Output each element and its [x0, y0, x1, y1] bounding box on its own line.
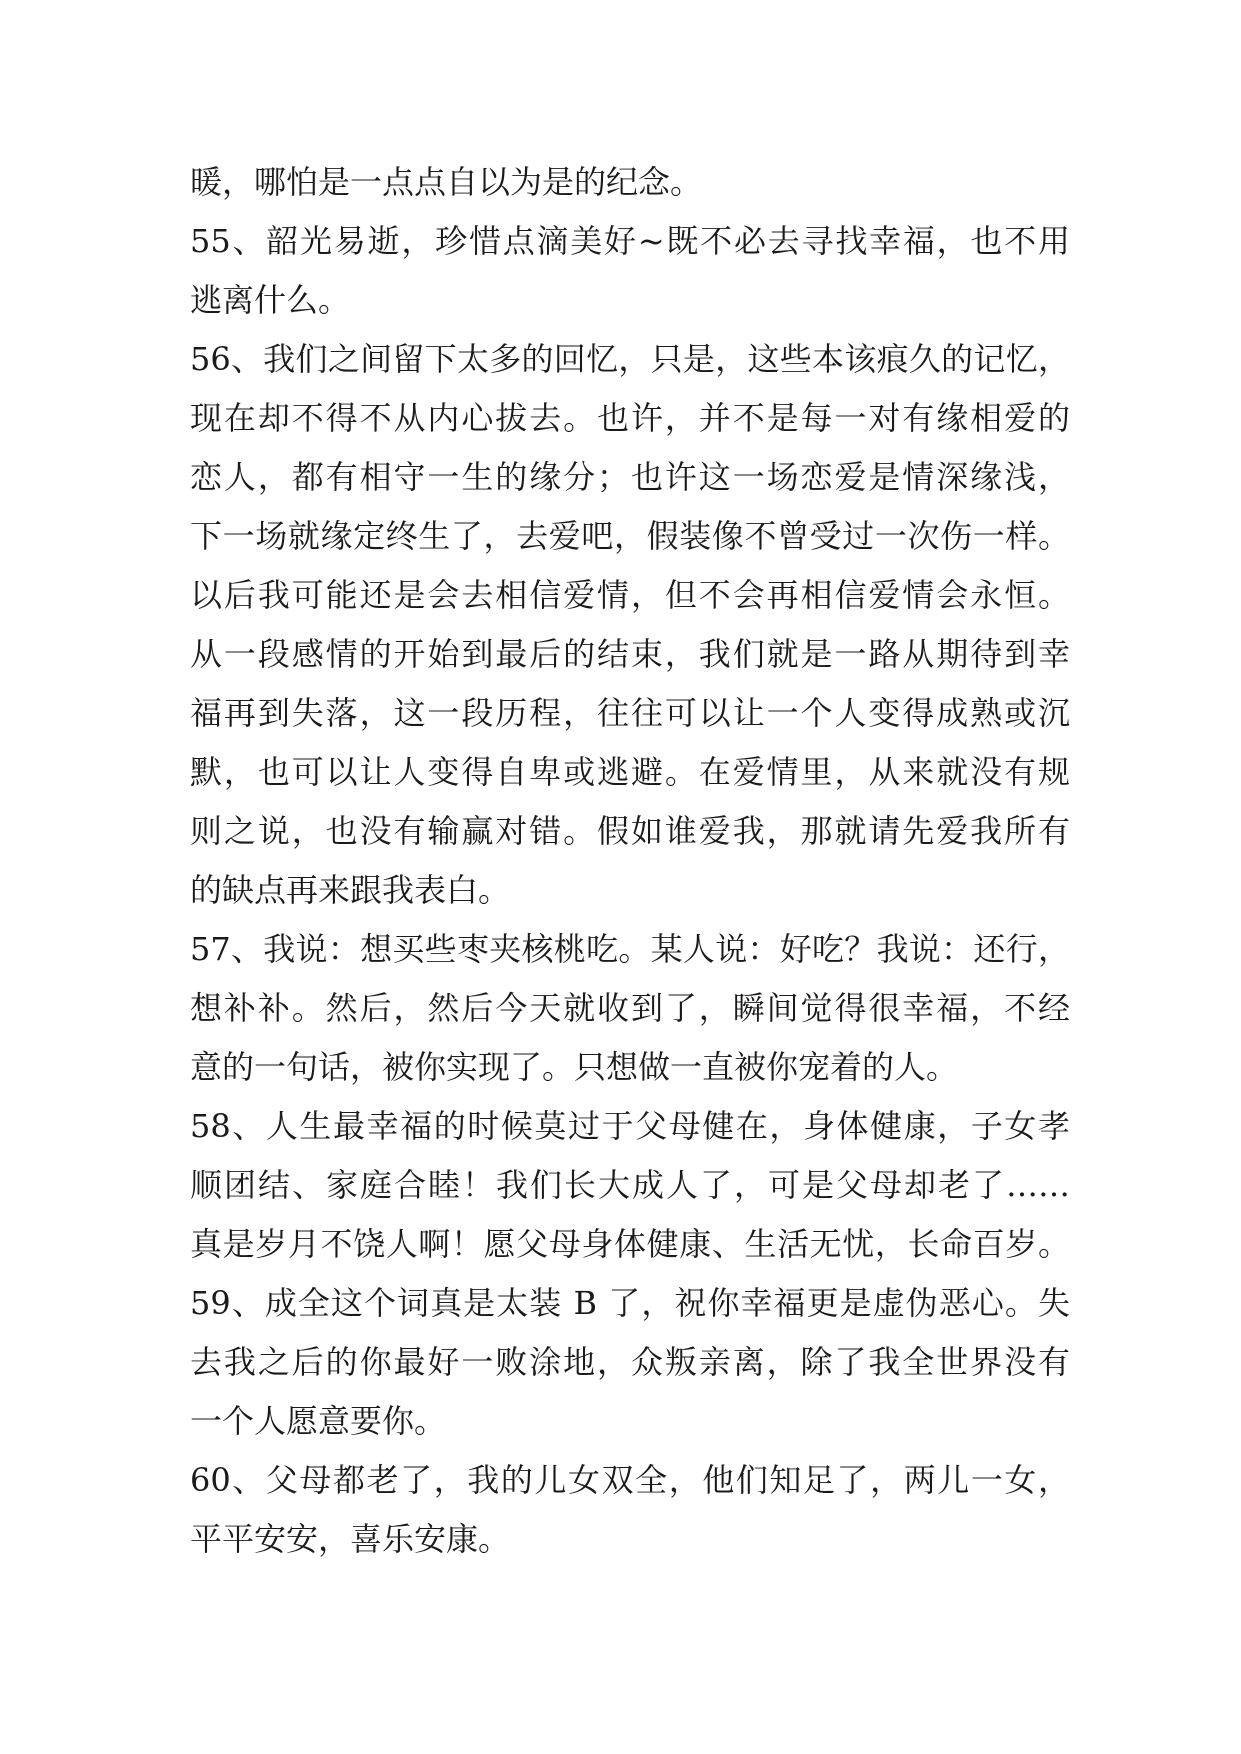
text-line: 真是岁月不饶人啊！愿父母身体健康、生活无忧，长命百岁。 — [190, 1225, 1070, 1263]
text-line: 57、我说：想买些枣夹核桃吃。某人说：好吃？我说：还行， — [190, 930, 1070, 968]
text-line: 逃离什么。 — [190, 281, 351, 319]
text-line: 福再到失落，这一段历程，往往可以让一个人变得成熟或沉 — [190, 694, 1070, 732]
text-line: 平平安安，喜乐安康。 — [190, 1520, 511, 1558]
text-line: 意的一句话，被你实现了。只想做一直被你宠着的人。 — [190, 1048, 959, 1086]
body-text — [190, 153, 1070, 1569]
text-line: 59、成全这个词真是太装 B 了，祝你幸福更是虚伪恶心。失 — [190, 1284, 1070, 1322]
text-line: 默，也可以让人变得自卑或逃避。在爱情里，从来就没有规 — [190, 753, 1070, 791]
text-line: 以后我可能还是会去相信爱情，但不会再相信爱情会永恒。 — [190, 576, 1070, 614]
text-line: 恋人，都有相守一生的缘分；也许这一场恋爱是情深缘浅， — [190, 458, 1070, 496]
text-line: 55、韶光易逝，珍惜点滴美好~既不必去寻找幸福，也不用 — [190, 222, 1070, 260]
text-line: 顺团结、家庭合睦！我们长大成人了，可是父母却老了…… — [190, 1166, 1070, 1204]
text-line: 现在却不得不从内心拔去。也许，并不是每一对有缘相爱的 — [190, 399, 1070, 437]
text-line: 想补补。然后，然后今天就收到了，瞬间觉得很幸福，不经 — [190, 989, 1070, 1027]
text-line: 58、人生最幸福的时候莫过于父母健在，身体健康，子女孝 — [190, 1107, 1070, 1145]
text-line: 下一场就缘定终生了，去爱吧，假装像不曾受过一次伤一样。 — [190, 517, 1070, 555]
text-line: 的缺点再来跟我表白。 — [190, 871, 511, 909]
text-line: 56、我们之间留下太多的回忆，只是，这些本该痕久的记忆， — [190, 340, 1070, 378]
text-line: 则之说，也没有输赢对错。假如谁爱我，那就请先爱我所有 — [190, 812, 1070, 850]
text-line: 60、父母都老了，我的儿女双全，他们知足了，两儿一女， — [190, 1461, 1070, 1499]
text-line: 暖，哪怕是一点点自以为是的纪念。 — [190, 163, 703, 201]
text-line: 一个人愿意要你。 — [190, 1402, 447, 1440]
text-line: 从一段感情的开始到最后的结束，我们就是一路从期待到幸 — [190, 635, 1070, 673]
text-line: 去我之后的你最好一败涂地，众叛亲离，除了我全世界没有 — [190, 1343, 1070, 1381]
